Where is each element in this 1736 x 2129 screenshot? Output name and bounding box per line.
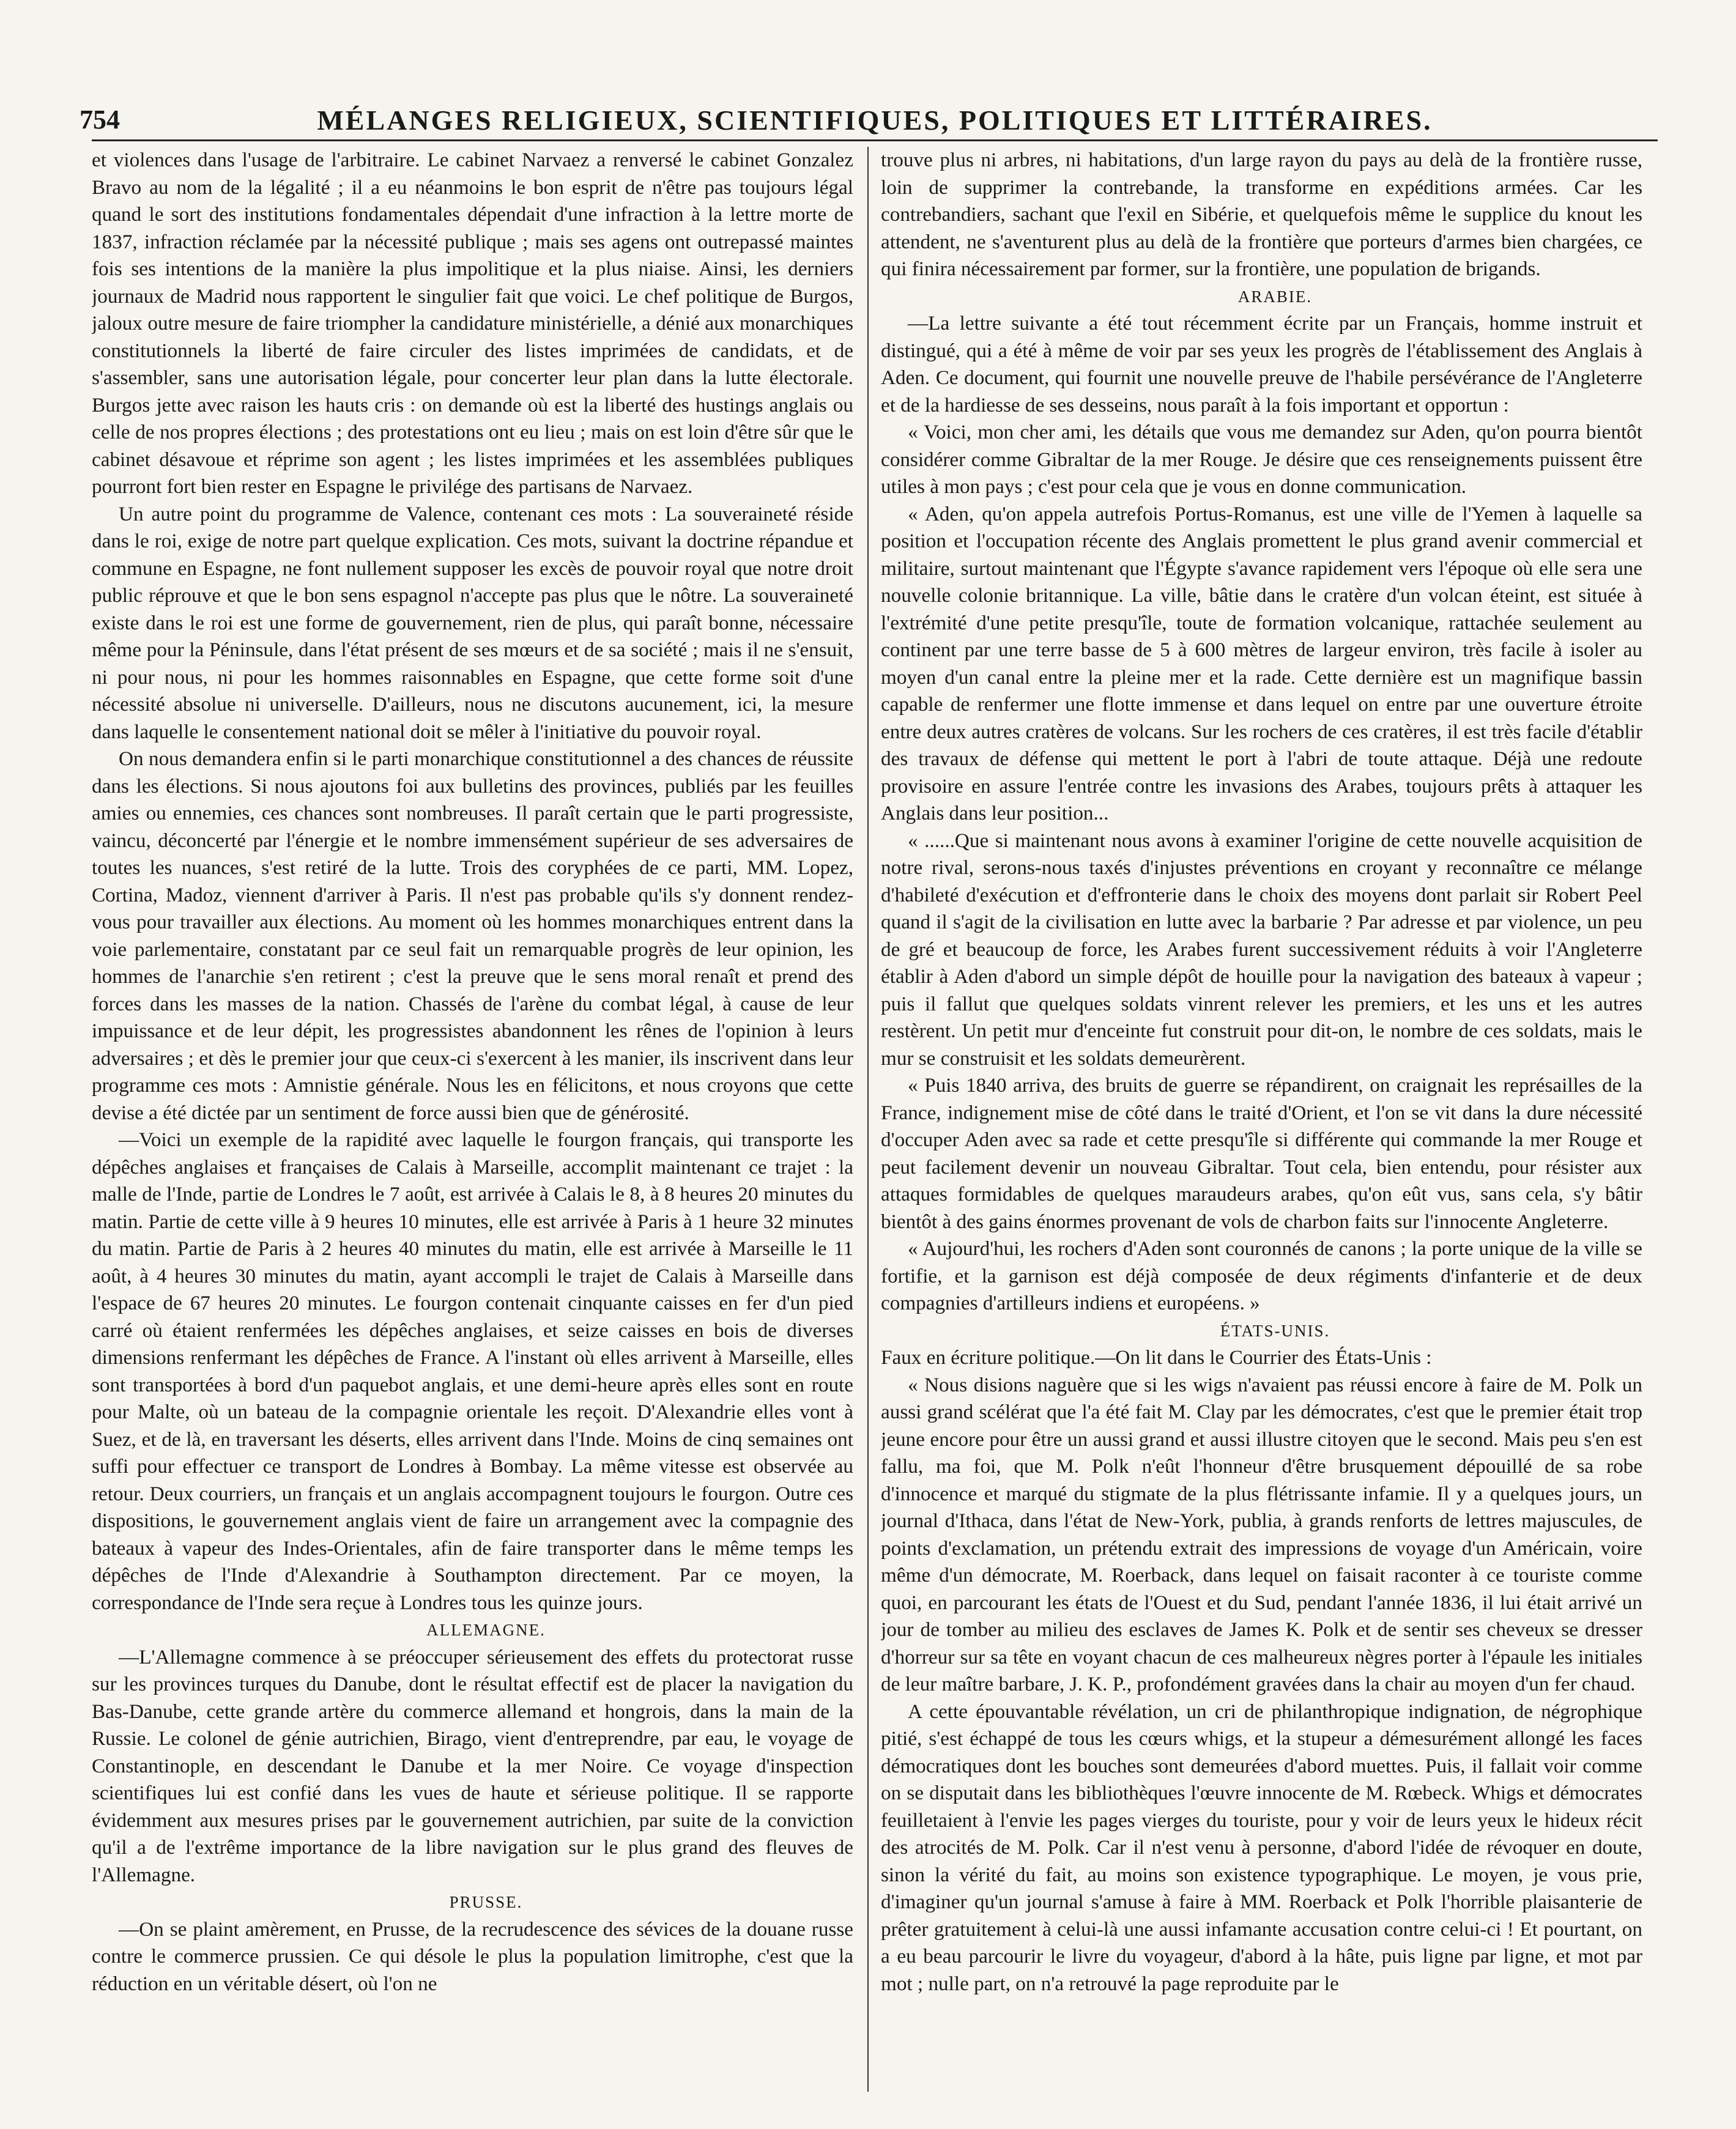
page-number: 754: [80, 105, 120, 135]
right-paragraph-3: « Voici, mon cher ami, les détails que vous me demandez sur Aden, qu'on pourra bientôt considérer comme Gibraltar de la mer Rouge. Je désire que ces renseignements puissent être utiles à mon pays ; c'est pour cela que je vous en donne communication.: [881, 421, 1642, 498]
left-paragraph-2: Un autre point du programme de Valence, contenant ces mots : La souveraineté réside dans le roi, exige de notre part quelque explication. Ces mots, suivant la doctrine répandue et commune en Espagne, ne font nullement supposer les excès de pouvoir royal que notre droit public réprouve et que le bon sens espagnol n'accepte pas plus que le nôtre. La souveraineté existe dans le roi est une forme de gouvernement, rien de plus, qui paraît bonne, nécessaire même pour la Péninsule, dans l'état présent de ses mœurs et de sa société ; mais il ne s'ensuit, ni pour nous, ni pour les hommes raisonnables en Espagne, que cette forme soit d'une nécessité absolue ni universelle. D'ailleurs, nous ne discutons aucunement, ici, la mesure dans laquelle le consentement national doit se mêler à l'initiative du pouvoir royal.: [92, 502, 853, 743]
left-paragraph-1: et violences dans l'usage de l'arbitraire. Le cabinet Narvaez a renversé le cabinet Gonzalez Bravo au nom de la légalité ; il a eu néanmoins le bon esprit de n'être pas toujours légal quand le sort des institutions fondamentales dépendait d'une infraction à la lettre morte de 1837, infraction réclamée par la nécessité publique ; mais ses agens ont outrepassé maintes fois ses intentions de la manière la plus impolitique et la plus niaise. Ainsi, les derniers journaux de Madrid nous rapportent le singulier fait que voici. Le chef politique de Burgos, jaloux outre mesure de faire triompher la candidature ministérielle, a dénié aux monarchiques constitutionnels la liberté de faire circuler des listes imprimées de candidats, et de s'assembler, sans une autorisation légale, pour concerter leur plan dans la lutte électorale. Burgos jette avec raison les hauts cris : on demande où est la liberté des hustings anglais ou celle de nos propres élections ; des protestations ont eu lieu ; mais on est loin d'être sûr que le cabinet désavoue et réprime son agent ; les listes imprimées et les assemblées publiques pourront fort bien rester en Espagne le privilége des partisans de Narvaez.: [92, 149, 853, 498]
right-paragraph-5: « ......Que si maintenant nous avons à examiner l'origine de cette nouvelle acquisition de notre rival, serons-nous taxés d'injustes préventions en croyant y reconnaître ce mélange d'habileté d'exécution et d'effronterie dans le choix des moyens dont parlait sir Robert Peel quand il s'agit de la civilisation en lutte avec la barbarie ? Par adresse et par violence, un peu de gré et beaucoup de force, les Arabes furent successivement réduits à voir l'Angleterre établir à Aden d'abord un simple dépôt de houille pour la navigation des bateaux à vapeur ; puis il fallut que quelques soldats vinrent relever les premiers, et les uns et les autres restèrent. Un petit mur d'enceinte fut construit pour dit-on, le nombre de ces soldats, mais le mur se construisit et les soldats demeurèrent.: [881, 829, 1642, 1070]
right-paragraph-2: —La lettre suivante a été tout récemment écrite par un Français, homme instruit et distingué, qui a été à même de voir par ses yeux les progrès de l'établissement des Anglais à Aden. Ce document, qui fournit une nouvelle preuve de l'habile persévérance de l'Angleterre et de la hardiesse de ses desseins, nous paraît à la fois important et opportun :: [881, 312, 1642, 417]
right-paragraph-6: « Puis 1840 arriva, des bruits de guerre se répandirent, on craignait les représailles de la France, indignement mise de côté dans le traité d'Orient, et l'on se vit dans la dure nécessité d'occuper Aden avec sa rade et cette presqu'île si différente qui commande la mer Rouge et peut facilement devenir un nouveau Gibraltar. Tout cela, bien entendu, pour résister aux attaques formidables de quelques maraudeurs arabes, qu'on eût vus, sans cela, s'y bâtir bientôt à des gains énormes provenant de vols de charbon faits sur l'innocente Angleterre.: [881, 1074, 1642, 1233]
running-title: MÉLANGES RELIGIEUX, SCIENTIFIQUES, POLITIQUES ET LITTÉRAIRES.: [317, 105, 1433, 136]
section-heading-etats-unis: ÉTATS-UNIS.: [1220, 1321, 1330, 1340]
section-heading-arabie: ARABIE.: [1237, 287, 1313, 306]
right-paragraph-8: Faux en écriture politique.—On lit dans le Courrier des États-Unis :: [881, 1346, 1432, 1369]
section-heading-allemagne: ALLEMAGNE.: [426, 1621, 546, 1639]
left-paragraph-5: —L'Allemagne commence à se préoccuper sérieusement des effets du protectorat russe sur les provinces turques du Danube, dont le résultat effectif est de placer la navigation du Bas-Danube, cette grande artère du commerce allemand et hongrois, dans la main de la Russie. Le colonel de génie autrichien, Birago, vient d'entreprendre, par eau, le voyage de Constantinople, en descendant le Danube et la mer Noire. Ce voyage d'inspection scientifiques lui est confié dans les vues de haute et sérieuse politique. Il se rapporte évidemment aux mesures prises par le gouvernement autrichien, par suite de la conviction qu'il a de l'extrême importance de la libre navigation sur le plus grand des fleuves de l'Allemagne.: [92, 1645, 853, 1886]
right-paragraph-7: « Aujourd'hui, les rochers d'Aden sont couronnés de canons ; la porte unique de la ville se fortifie, et la garnison est déjà composée de deux régiments d'infanterie et de deux compagnies d'artilleurs indiens et européens. »: [881, 1237, 1642, 1314]
newspaper-page: [80, 104, 1658, 2098]
right-paragraph-1: trouve plus ni arbres, ni habitations, d'un large rayon du pays au delà de la frontière russe, loin de supprimer la contrebande, la transforme en expéditions armées. Car les contrebandiers, sachant que l'exil en Sibérie, et quelquefois même le supplice du knout les attendent, ne s'aventurent plus au delà de la frontière que porteurs d'armes bien chargées, ce qui finira nécessairement par former, sur la frontière, une population de brigands.: [881, 149, 1642, 280]
left-paragraph-4: —Voici un exemple de la rapidité avec laquelle le fourgon français, qui transporte les dépêches anglaises et françaises de Calais à Marseille, accomplit maintenant ce trajet : la malle de l'Inde, partie de Londres le 7 août, est arrivée à Calais le 8, à 8 heures 20 minutes du matin. Partie de cette ville à 9 heures 10 minutes, elle est arrivée à Paris à 1 heure 32 minutes du matin. Partie de Paris à 2 heures 40 minutes du matin, elle est arrivée à Marseille le 11 août, à 4 heures 30 minutes du matin, ayant accompli le trajet de Calais à Marseille dans l'espace de 67 heures 20 minutes. Le fourgon contenait cinquante caisses en fer d'un pied carré où étaient renfermées les dépêches anglaises, et seize caisses en bois de diverses dimensions renfermant les dépêches de France. A l'instant où elles arrivent à Marseille, elles sont transportées à bord d'un paquebot anglais, et une demi-heure après elles sont en route pour Malte, où un bateau de la compagnie orientale les reçoit. D'Alexandrie elles vont à Suez, et de là, en traversant les déserts, elles arrivent dans l'Inde. Moins de cinq semaines ont suffi pour effectuer ce transport de Londres à Bombay. La même vitesse est observée au retour. Deux courriers, un français et un anglais accompagnent toujours le fourgon. Outre ces dispositions, le gouvernement anglais vient de faire un arrangement avec la compagnie des bateaux à vapeur des Indes-Orientales, afin de faire transporter dans le même temps les dépêches de l'Inde d'Alexandrie à Southampton directement. Par ce moyen, la correspondance de l'Inde sera reçue à Londres tous les quinze jours.: [92, 1128, 853, 1614]
right-paragraph-4: « Aden, qu'on appela autrefois Portus-Romanus, est une ville de l'Yemen à laquelle sa position et l'occupation récente des Anglais promettent le plus grand avenir commercial et militaire, surtout maintenant que l'Égypte s'avance rapidement vers l'époque où elle sera une nouvelle colonie britannique. La ville, bâtie dans le cratère d'un volcan éteint, est située à l'extrémité d'une petite presqu'île, toute de formation volcanique, rattachée seulement au continent par une terre basse de 5 à 600 mètres de largeur environ, très facile à isoler au moyen d'un canal entre la pleine mer et la rade. Cette dernière est un magnifique bassin capable de renfermer une flotte immense et dans lequel on entre par une ouverture étroite entre deux autres cratères de volcans. Sur les rochers de ces cratères, il est très facile d'établir des travaux de défense qui mettent le port à l'abri de toute attaque. Déjà une redoute provisoire en assure l'entrée contre les invasions des Arabes, toujours prêts à attaquer les Anglais dans leur position...: [881, 502, 1642, 824]
left-paragraph-6: —On se plaint amèrement, en Prusse, de la recrudescence des sévices de la douane russe contre le commerce prussien. Ce qui désole le plus la population limitrophe, c'est que la réduction en un véritable désert, où l'on ne: [92, 1917, 853, 1995]
column-separator: [867, 147, 869, 2092]
right-paragraph-9: « Nous disions naguère que si les wigs n'avaient pas réussi encore à faire de M. Polk un aussi grand scélérat que l'a été fait M. Clay par les démocrates, c'est que le premier était trop jeune encore pour être un aussi grand et aussi illustre citoyen que le second. Mais peu s'en est fallu, ma foi, que M. Polk n'eût l'honneur d'être brusquement dépouillé de sa robe d'innocence et marqué du stigmate de la plus flétrissante infamie. Il y a quelques jours, un journal d'Ithaca, dans l'état de New-York, publia, à grands renforts de lettres majuscules, de points d'exclamation, un prétendu extrait des impressions de voyage d'un Américain, voire même d'un démocrate, M. Roerback, dans lequel on faisait raconter à ce touriste comme quoi, en parcourant les états de l'Ouest et du Sud, pendant l'année 1836, il lui était arrivé un jour de tomber au milieu des esclaves de James K. Polk et de sentir ses cheveux se dresser d'horreur sur sa tête en voyant chacun de ces malheureux nègres porter à l'épaule les initiales de leur maître barbare, J. K. P., profondément gravées dans la chair au moyen d'un fer chaud.: [881, 1373, 1642, 1695]
left-paragraph-3: On nous demandera enfin si le parti monarchique constitutionnel a des chances de réussite dans les élections. Si nous ajoutons foi aux bulletins des provinces, publiés par les feuilles amies ou ennemies, ces chances sont nombreuses. Il paraît certain que le parti progressiste, vaincu, déconcerté par l'énergie et le nombre immensément supérieur de ses adversaires de toutes les nuances, s'est retiré de la lutte. Trois des coryphées de ce parti, MM. Lopez, Cortina, Madoz, viennent d'arriver à Paris. Il n'est pas probable qu'ils s'y donnent rendez-vous pour travailler aux élections. Au moment où les hommes monarchiques entrent dans la voie parlementaire, constatant par ce seul fait un remarquable progrès de leur opinion, les hommes de l'anarchie s'en retirent ; c'est la preuve que le sens moral renaît et prend des forces dans les masses de la nation. Chassés de l'arène du combat légal, à cause de leur impuissance et de leur dépit, les progressistes abandonnent les rênes de l'opinion à leurs adversaires ; et dès le premier jour que ceux-ci s'exercent à les manier, ils inscrivent dans leur programme ces mots : Amnistie générale. Nous les en félicitons, et nous croyons que cette devise a été dictée par un sentiment de force aussi bien que de générosité.: [92, 747, 853, 1124]
right-paragraph-10: A cette épouvantable révélation, un cri de philanthropique indignation, de négrophique pitié, s'est échappé de tous les cœurs whigs, et la stupeur a démesurément allongé les faces démocratiques dont les bouches sont demeurées d'abord muettes. Puis, il fallait voir comme on se disputait dans les bibliothèques l'œuvre innocente de M. Rœbeck. Whigs et démocrates feuilletaient à l'envie les pages vierges du touriste, pour y voir de leurs yeux le hideux récit des atrocités de M. Polk. Car il n'est venu à personne, d'abord l'idée de révoquer en doute, sinon la vérité du fait, au moins son existence typographique. Le moyen, je vous prie, d'imaginer qu'un journal s'amuse à faire à MM. Roerback et Polk l'horrible plaisanterie de prêter gratuitement à celui-là une aussi infamante accusation contre celui-ci ! Et pourtant, on a eu beau parcourir le livre du voyageur, d'abord à la hâte, puis ligne par ligne, et mot par mot ; nulle part, on n'a retrouvé la page reproduite par le: [881, 1700, 1642, 1995]
page-header: [80, 104, 1658, 141]
left-column: [92, 147, 853, 2092]
right-column: [881, 147, 1642, 2092]
section-heading-prusse: PRUSSE.: [449, 1893, 523, 1911]
header-rule: [92, 139, 1658, 141]
